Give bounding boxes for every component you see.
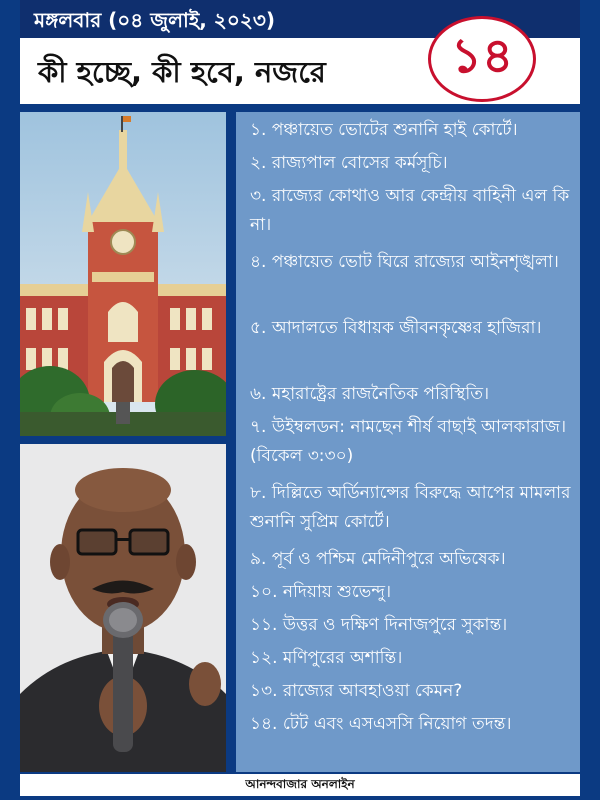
list-item: ৬. মহারাষ্ট্রের রাজনৈতিক পরিস্থিতি। [250, 384, 490, 404]
speaker-photo [20, 444, 226, 772]
list-item: ৭. উইম্বলডন: নামছেন শীর্ষ বাছাই আলকারাজ। (বিকেল ৩:৩০) [250, 417, 567, 466]
list-item: ৫. আদালতে বিধায়ক জীবনকৃষ্ণের হাজিরা। [250, 318, 542, 338]
list-item: ১২. মণিপুরের অশান্তি। [250, 648, 403, 668]
date-label: মঙ্গলবার (০৪ জুলাই, ২০২৩) [34, 8, 275, 32]
count-badge: ১৪ [428, 16, 536, 102]
list-item: ২. রাজ্যপাল বোসের কর্মসূচি। [250, 153, 448, 173]
list-item: ৪. পঞ্চায়েত ভোট ঘিরে রাজ্যের আইনশৃঙ্খলা। [250, 252, 559, 272]
headline-list [236, 112, 580, 772]
list-item: ১০. নদিয়ায় শুভেন্দু। [250, 582, 392, 602]
list-item: ১১. উত্তর ও দক্ষিণ দিনাজপুরে সুকান্ত। [250, 615, 508, 635]
source-label: আনন্দবাজার অনলাইন [245, 777, 355, 791]
list-item: ১. পঞ্চায়েত ভোটের শুনানি হাই কোর্টে। [250, 120, 518, 140]
court-building-photo [20, 112, 226, 436]
list-item: ৯. পূর্ব ও পশ্চিম মেদিনীপুরে অভিষেক। [250, 549, 506, 569]
page-title: কী হচ্ছে, কী হবে, নজরে [38, 55, 326, 89]
footer [20, 774, 580, 796]
list-item: ১৩. রাজ্যের আবহাওয়া কেমন? [250, 681, 463, 701]
list-item: ৩. রাজ্যের কোথাও আর কেন্দ্রীয় বাহিনী এল কি না। [250, 186, 570, 235]
list-item: ৮. দিল্লিতে অর্ডিন্যান্সের বিরুদ্ধে আপের মামলার শুনানি সুপ্রিম কোর্টে। [250, 483, 571, 532]
list-item: ১৪. টেট এবং এসএসসি নিয়োগ তদন্ত। [250, 714, 512, 734]
